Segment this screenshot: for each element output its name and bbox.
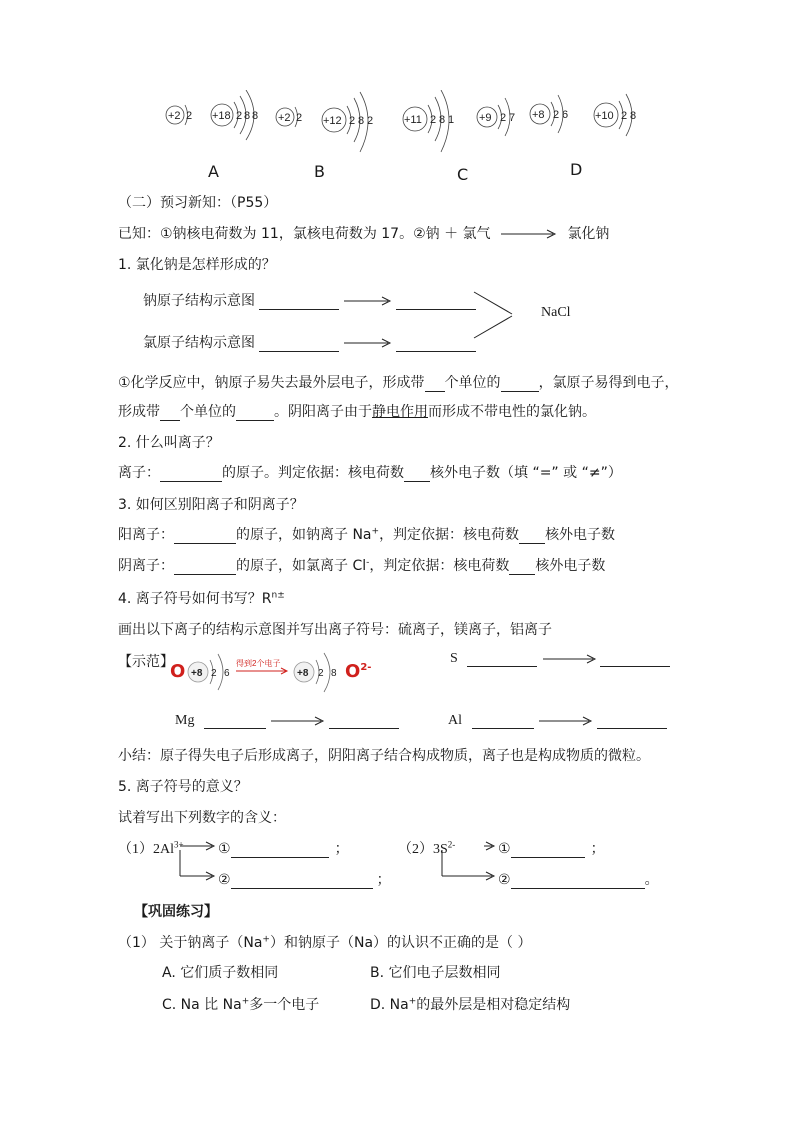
q4-title: 4. 离子符号如何书写？$R^{n\pm}$ xyxy=(118,590,285,607)
svg-text:+8: +8 xyxy=(297,668,309,679)
arrow-icon xyxy=(541,654,597,664)
known-product: 氯化钠 xyxy=(567,226,610,242)
q5-sub: 试着写出下列数字的含义： xyxy=(118,810,286,826)
sulfur-line: S xyxy=(450,651,670,667)
aluminum-blank-2[interactable] xyxy=(597,728,667,729)
oxygen-demo-diagram xyxy=(186,650,346,698)
cation-def-blank[interactable] xyxy=(174,543,236,544)
atom-c1 xyxy=(403,90,454,152)
svg-text:7: 7 xyxy=(509,112,516,124)
option-label-c: C xyxy=(457,165,469,184)
atom-a1-center: +2 xyxy=(168,110,181,122)
na-structure-label: 钠原子结构示意图 xyxy=(143,293,255,309)
svg-text:2: 2 xyxy=(296,112,303,124)
atom-diagrams xyxy=(160,90,660,185)
svg-text:2: 2 xyxy=(367,115,374,127)
svg-text:+2: +2 xyxy=(278,112,291,124)
atom-a1-shell: 2 xyxy=(186,110,193,122)
cation-compare-blank[interactable] xyxy=(519,543,545,544)
arrow-icon xyxy=(344,338,392,348)
option-c[interactable]: C. Na 比 Na+多一个电子 xyxy=(162,996,320,1013)
q5-item1: $(1)2Al^{3+}$ xyxy=(118,839,184,857)
sulfur-blank-1[interactable] xyxy=(467,666,537,667)
svg-text:1: 1 xyxy=(448,114,455,126)
svg-text:2: 2 xyxy=(430,114,437,126)
item1-meaning-2: ② ； xyxy=(218,872,391,888)
item2-meaning-2: ② 。 xyxy=(498,872,659,888)
oxygen-symbol: O xyxy=(170,661,186,682)
option-b[interactable]: B. 它们电子层数相同 xyxy=(370,965,501,981)
svg-text:8: 8 xyxy=(244,110,251,122)
q3-title: 3. 如何区别阳离子和阴离子？ xyxy=(118,497,304,513)
ion-type-blank-2[interactable] xyxy=(236,420,274,421)
cl-structure-label: 氯原子结构示意图 xyxy=(143,335,255,351)
practice-question: （1） 关于钠离子（Na+）和钠原子（Na）的认识不正确的是（ ） xyxy=(118,934,532,951)
atom-c2 xyxy=(477,98,515,136)
anion-compare-blank[interactable] xyxy=(509,574,535,575)
svg-text:+10: +10 xyxy=(595,110,614,122)
anion-line: 阴离子： 的原子，如氯离子 Cl-，判定依据：核电荷数 核外电子数 xyxy=(118,557,606,574)
atom-b1 xyxy=(276,107,302,127)
option-label-a: A xyxy=(208,162,219,181)
q1-row1 xyxy=(143,290,476,310)
static-force-text: 静电作用 xyxy=(372,404,428,420)
svg-text:+8: +8 xyxy=(191,668,203,679)
cl-blank-1[interactable] xyxy=(259,351,339,352)
atom-a1 xyxy=(166,105,192,125)
arrow-icon xyxy=(344,296,392,306)
anion-def-blank[interactable] xyxy=(174,574,236,575)
svg-text:8: 8 xyxy=(331,668,337,679)
aluminum-line: Al xyxy=(448,713,667,729)
item2-blank-1[interactable] xyxy=(511,857,585,858)
item2-meaning-1: ① ； xyxy=(498,841,605,857)
arrow-icon xyxy=(537,716,593,726)
atom-d2 xyxy=(594,94,636,136)
svg-text:8: 8 xyxy=(358,115,365,127)
item1-meaning-1: ① ； xyxy=(218,841,349,857)
svg-text:+11: +11 xyxy=(404,114,422,126)
item1-blank-2[interactable] xyxy=(231,888,373,889)
item1-blank-1[interactable] xyxy=(231,857,329,858)
q1-row2 xyxy=(143,332,476,352)
magnesium-blank-1[interactable] xyxy=(204,728,266,729)
demo-label: 【示范】 xyxy=(118,654,174,670)
option-a[interactable]: A. 它们质子数相同 xyxy=(162,965,279,981)
q5-item2: $(2)3S^{2-}$ xyxy=(398,839,456,857)
svg-text:+9: +9 xyxy=(479,112,492,124)
gain-electrons-label: 得到2个电子 xyxy=(236,659,281,668)
arrow-icon xyxy=(269,716,325,726)
na-blank-2[interactable] xyxy=(396,309,476,310)
oxide-ion-symbol: $O^{2-}$ xyxy=(345,661,372,682)
q1-title: 1. 氯化钠是怎样形成的？ xyxy=(118,257,276,273)
cl-blank-2[interactable] xyxy=(396,351,476,352)
nacl-label: NaCl xyxy=(541,305,571,320)
svg-text:6: 6 xyxy=(224,668,230,679)
atom-a2-center: +18 xyxy=(212,110,231,122)
option-d[interactable]: D. Na+的最外层是相对稳定结构 xyxy=(370,996,571,1013)
section-heading: （二）预习新知：（P55） xyxy=(118,195,278,211)
magnesium-blank-2[interactable] xyxy=(329,728,399,729)
cation-line: 阳离子： 的原子，如钠离子 Na+，判定依据：核电荷数 核外电子数 xyxy=(118,526,616,543)
na-blank-1[interactable] xyxy=(259,309,339,310)
svg-text:2: 2 xyxy=(500,112,507,124)
svg-text:+8: +8 xyxy=(532,109,545,121)
known-text: 已知：①钠核电荷数为 11，氯核电荷数为 17。②钠 ＋ 氯气 xyxy=(118,226,491,242)
sulfur-blank-2[interactable] xyxy=(600,666,670,667)
item1-branch-arrows xyxy=(178,840,218,882)
option-label-d: D xyxy=(570,160,583,179)
charge-blank-1[interactable] xyxy=(425,391,445,392)
svg-text:8: 8 xyxy=(630,110,637,122)
svg-text:8: 8 xyxy=(252,110,259,122)
magnesium-line: Mg xyxy=(175,713,399,729)
item2-blank-2[interactable] xyxy=(511,888,645,889)
q4-desc: 画出以下离子的结构示意图并写出离子符号：硫离子，镁离子，铝离子 xyxy=(118,622,552,638)
atom-d1 xyxy=(530,95,568,133)
summary-text: 小结：原子得失电子后形成离子，阴阳离子结合构成物质，离子也是构成物质的微粒。 xyxy=(118,748,650,764)
q2-line: 离子： 的原子。判定依据：核电荷数 核外电子数（填 “=” 或 “≠”） xyxy=(118,465,622,481)
option-label-b: B xyxy=(314,162,325,181)
practice-heading: 【巩固练习】 xyxy=(134,904,218,920)
svg-text:2: 2 xyxy=(236,110,243,122)
svg-text:8: 8 xyxy=(439,114,446,126)
q1-para-1: ①化学反应中，钠原子易失去最外层电子，形成带 个单位的 ，氯原子易得到电子， xyxy=(118,375,679,391)
arrow-icon xyxy=(501,229,557,239)
svg-text:2: 2 xyxy=(553,109,560,121)
svg-text:+12: +12 xyxy=(323,115,342,127)
svg-text:2: 2 xyxy=(318,668,324,679)
ion-def-blank[interactable] xyxy=(160,481,222,482)
svg-text:2: 2 xyxy=(621,110,628,122)
item2-branch-arrows xyxy=(440,840,500,882)
ion-type-blank-1[interactable] xyxy=(501,391,539,392)
q5-title: 5. 离子符号的意义？ xyxy=(118,779,248,795)
atom-b2 xyxy=(322,92,373,152)
svg-text:2: 2 xyxy=(211,668,217,679)
atom-a2 xyxy=(211,90,258,140)
merge-arrows xyxy=(472,290,518,340)
charge-blank-2[interactable] xyxy=(160,420,180,421)
q2-title: 2. 什么叫离子？ xyxy=(118,435,220,451)
svg-text:2: 2 xyxy=(349,115,356,127)
aluminum-blank-1[interactable] xyxy=(472,728,534,729)
known-line xyxy=(118,223,609,243)
svg-text:6: 6 xyxy=(562,109,569,121)
ion-compare-blank[interactable] xyxy=(404,481,430,482)
q1-para-2: 形成带 个单位的 。阴阳离子由于静电作用而形成不带电性的氯化钠。 xyxy=(118,404,596,420)
